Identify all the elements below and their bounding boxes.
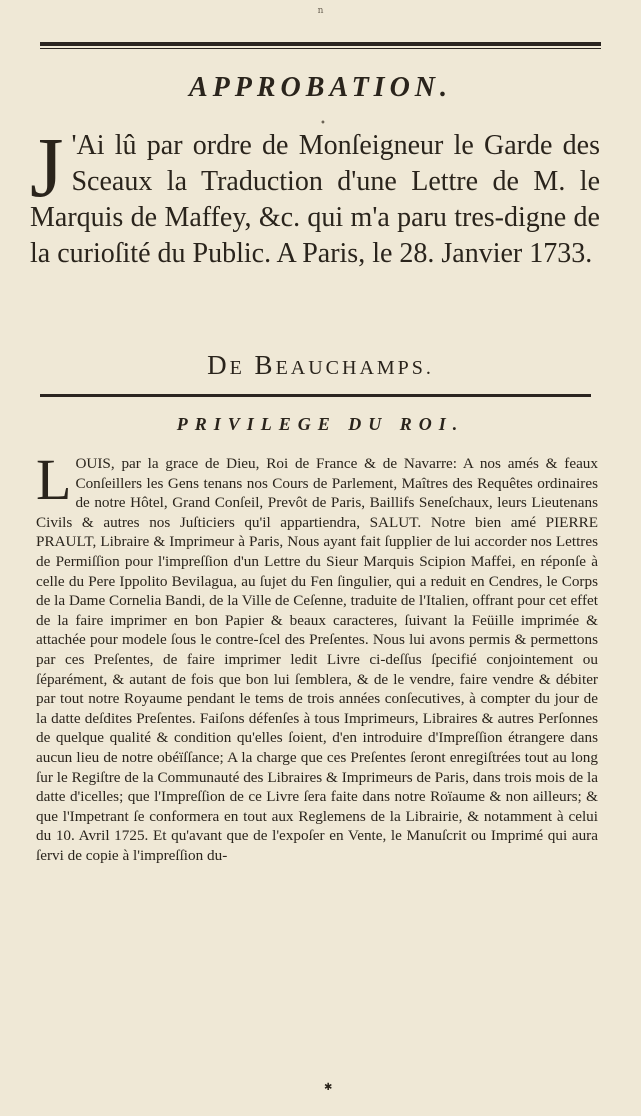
ornament-dot-icon: • bbox=[320, 118, 326, 129]
approbation-dropcap: J bbox=[30, 119, 64, 215]
approbation-heading: APPROBATION. bbox=[188, 72, 453, 103]
signature-rest-2: EAUCHAMPS. bbox=[275, 357, 434, 379]
privilege-dropcap: L bbox=[36, 447, 72, 512]
middle-rule bbox=[40, 394, 591, 397]
privilege-text: OUIS, par la grace de Dieu, Roi de France & de Navarre: A nos amés & feaux Conſeillers les Gens tenans nos Cours de Parlement, Maîtres des Requêtes ordinaires de notre Hôtel, Grand Conſeil, Prevôt de Paris, Baillifs Seneſchaux, leurs Lieutenans Civils & autres nos Juſticiers qu'il appartiendra, SALUT. Notre bien amé PIERRE PRAULT, Libraire & Imprimeur à Paris, Nous ayant fait ſupplier de lui accorder nos Lettres de Permiſſion pour l'impreſſion d'un Lettre du Sieur Marquis Scipion Maffei, en réponſe à celle du Pere Ippolito Bevilagua, au ſujet du Fen ſingulier, qui a reduit en Cendres, le Corps de la Dame Cornelia Bandi, de la Ville de Ceſenne, traduite de l'Italien, offrant pour cet effet de la faire imprimer en bon Papier & beaux caracteres, ſuivant la Feüille imprimée & attachée pour modele ſous le contre-ſcel des Preſentes. Nous lui avons permis & permettons par ces Preſentes, de faire imprimer ledit Livre ci-deſſus ſpecifié conjointement ou ſéparément, & autant de fois que bon lui ſemblera, & de le vendre, faire vendre & débiter par tout notre Royaume pendant le tems de trois années conſecutives, à compter du jour de la datte deſdites Preſentes. Faiſons défenſes à tous Imprimeurs, Libraires & autres Perſonnes de quelque qualité & condition qu'elles ſoient, d'en introduire d'Impreſſion étrangere dans aucun lieu de notre obéïſſance; A la charge que ces Preſentes ſeront enregiſtrées tout au long ſur le Regiſtre de la Communauté des Libraires & Imprimeurs de Paris, dans trois mois de la datte d'icelles; que l'Impreſſion de ce Livre ſera faite dans notre Roïaume & non ailleurs; & que l'Impetrant ſe conformera en tout aux Reglemens de la Librairie, & notamment à celui du 10. Avril 1725. Et qu'avant que de l'expoſer en Vente, le Manuſcrit ou Imprimé qui aura ſervi de copie à l'impreſſion du- bbox=[36, 455, 598, 864]
signature-initial-1: D bbox=[207, 350, 230, 380]
approbation-body bbox=[30, 119, 600, 272]
signature bbox=[0, 350, 641, 381]
signature-rest-1: E bbox=[229, 357, 245, 379]
signature-initial-2: B bbox=[254, 350, 276, 380]
footer-ornament-icon: ✱ bbox=[324, 1082, 333, 1093]
privilege-heading: PRIVILEGE DU ROI. bbox=[176, 414, 465, 434]
top-double-rule bbox=[40, 42, 601, 50]
privilege-body bbox=[36, 447, 598, 865]
approbation-text: 'Ai lû par ordre de Monſeigneur le Garde des Sceaux la Traduction d'une Lettre de M. le Marquis de Maffey, &c. qui m'a paru tres-digne de la curioſité du Public. A Paris, le 28. Janvier 1733. bbox=[30, 130, 600, 269]
page-marker: n bbox=[317, 6, 324, 16]
